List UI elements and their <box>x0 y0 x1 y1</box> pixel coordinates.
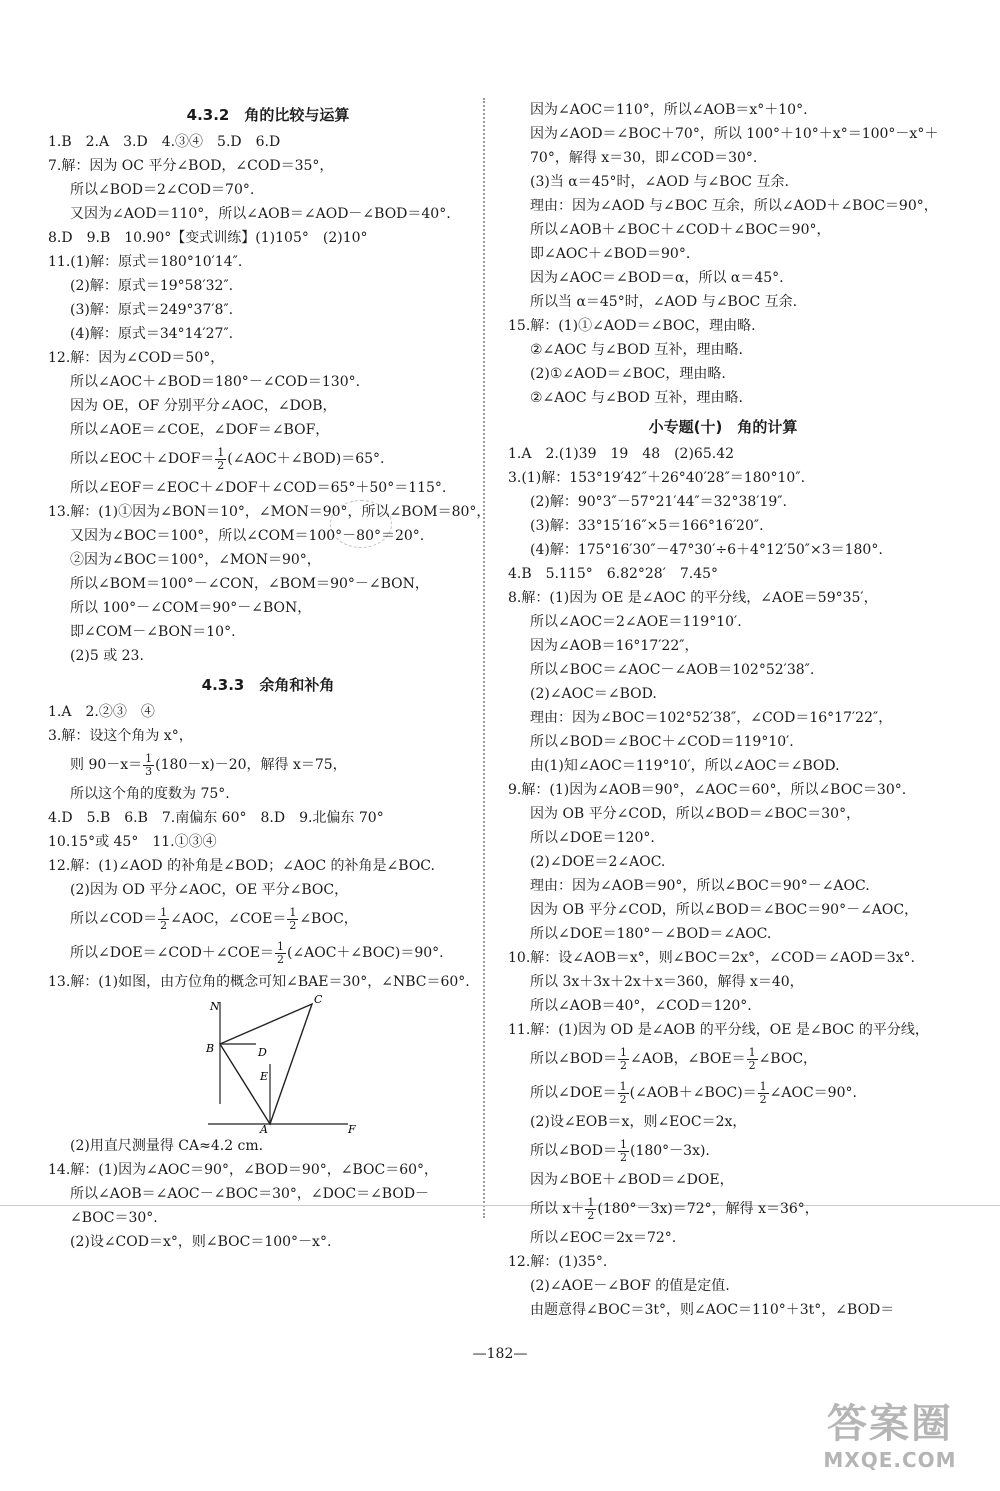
denominator: 2 <box>619 1058 627 1072</box>
label-b: B <box>206 1042 215 1055</box>
answer-line: 8.D 9.B 10.90°【变式训练】(1)105° (2)10° <box>48 230 368 246</box>
section-heading-4-3-3: 4.3.3 余角和补角 <box>201 676 335 694</box>
text-segment: ∠BOC， <box>758 1051 818 1067</box>
answer-line: (4)解：原式＝34°14′27″. <box>70 326 234 342</box>
answer-line <box>508 1042 938 1076</box>
numerator: 1 <box>748 1045 756 1059</box>
answer-line: (2)因为 OD 平分∠AOC，OE 平分∠BOC， <box>70 882 349 898</box>
text-segment: (180°－3x)＝72°，解得 x＝36°， <box>597 1201 819 1217</box>
text-segment: 所以∠COD＝ <box>70 911 158 927</box>
answer-line: 所以∠BOD＝∠BOC＋∠COD＝119°10′. <box>530 734 794 750</box>
text-segment: 所以∠DOE＝∠COD＋∠COE＝ <box>70 945 274 961</box>
answer-line: (2)解：原式＝19°58′32″. <box>70 278 234 294</box>
right-column <box>508 98 938 1322</box>
text-segment: (∠AOC＋∠BOC)＝90°. <box>286 945 444 961</box>
answer-line: 所以∠BOM＝100°－∠CON，∠BOM＝90°－∠BON， <box>70 576 429 592</box>
answer-line: ∠BOC＝30°. <box>70 1210 158 1226</box>
answer-line: 11.(1)解：原式＝180°10′14″. <box>48 254 243 270</box>
answer-line: 理由：因为∠AOB＝90°，所以∠BOC＝90°－∠AOC. <box>530 878 870 894</box>
fraction <box>618 1081 629 1106</box>
left-column <box>48 98 491 1254</box>
answer-line: (4)解：175°16′30″－47°30′÷6＋4°12′50″×3＝180°. <box>530 542 883 558</box>
answer-line: 所以∠EOC＝2x＝72°. <box>530 1230 677 1246</box>
text-segment: 则 90－x＝ <box>70 757 143 773</box>
answer-line: 所以∠EOF＝∠EOC＋∠DOF＋∠COD＝65°＋50°＝115°. <box>70 480 447 496</box>
denominator: 2 <box>759 1092 767 1106</box>
label-e: E <box>260 1070 269 1083</box>
answer-line: 1.A 2.(1)39 19 48 (2)65.42 <box>508 446 735 462</box>
section-heading-special-topic: 小专题(十) 角的计算 <box>648 418 798 436</box>
numerator: 1 <box>619 1079 627 1093</box>
fraction <box>275 941 286 966</box>
text-segment: ∠AOC，∠COE＝ <box>170 911 287 927</box>
text-segment: 所以∠BOD＝ <box>530 1143 617 1159</box>
numerator: 1 <box>619 1045 627 1059</box>
answer-line: 理由：因为∠BOC＝102°52′38″，∠COD＝16°17′22″， <box>530 710 893 726</box>
answer-line: (2)∠DOE＝2∠AOC. <box>530 854 666 870</box>
fraction <box>758 1081 769 1106</box>
answer-line <box>48 936 488 970</box>
answer-line: 70°，解得 x＝30，即∠COD＝30°. <box>530 150 758 166</box>
answer-line: 即∠COM－∠BON＝10°. <box>70 624 236 640</box>
answer-line: 15.解：(1)①∠AOD＝∠BOC，理由略. <box>508 318 756 334</box>
answer-line: 7.解：因为 OC 平分∠BOD，∠COD＝35°， <box>48 158 334 174</box>
answer-line: (2)①∠AOD＝∠BOC，理由略. <box>530 366 726 382</box>
text-segment: (180°－3x). <box>629 1143 710 1159</box>
answer-line <box>48 748 488 782</box>
answer-line: (2)∠AOE－∠BOF 的值是定值. <box>530 1278 730 1294</box>
answer-line: 由(1)知∠AOC＝119°10′，所以∠AOC＝∠BOD. <box>530 758 840 774</box>
answer-line <box>48 442 488 476</box>
answer-line: 所以∠DOE＝120°. <box>530 830 655 846</box>
answer-line: 即∠AOC＋∠BOD＝90°. <box>530 246 691 262</box>
denominator: 2 <box>619 1092 627 1106</box>
answer-line <box>508 1076 938 1110</box>
answer-line: 1.B 2.A 3.D 4.③④ 5.D 6.D <box>48 134 281 150</box>
answer-line: 9.解：(1)因为∠AOB＝90°，∠AOC＝60°，所以∠BOC＝30°. <box>508 782 907 798</box>
denominator: 2 <box>587 1208 595 1222</box>
answer-line: 所以∠BOD＝2∠COD＝70°. <box>70 182 255 198</box>
answer-line: 4.D 5.B 6.B 7.南偏东 60° 8.D 9.北偏东 70° <box>48 810 384 826</box>
answer-line: 14.解：(1)因为∠AOC＝90°，∠BOD＝90°，∠BOC＝60°， <box>48 1162 439 1178</box>
denominator: 2 <box>289 918 297 932</box>
text-segment: 所以∠DOE＝ <box>530 1085 617 1101</box>
answer-line: 12.解：因为∠COD＝50°， <box>48 350 225 366</box>
triangle-abc <box>220 1004 312 1124</box>
fraction <box>618 1139 629 1164</box>
numerator: 1 <box>145 751 153 765</box>
numerator: 1 <box>160 905 168 919</box>
answer-line: 10.解：设∠AOB＝x°，则∠BOC＝2x°，∠COD＝∠AOD＝3x°. <box>508 950 915 966</box>
denominator: 2 <box>160 918 168 932</box>
answer-line: (3)解：原式＝249°37′8″. <box>70 302 234 318</box>
answer-line: 因为∠AOD＝∠BOC＋70°，所以 100°＋10°＋x°＝100°－x°＋ <box>530 126 939 142</box>
answer-line: (3)当 α＝45°时，∠AOD 与∠BOC 互余. <box>530 174 789 190</box>
numerator: 1 <box>759 1079 767 1093</box>
answer-line: 所以 3x＋3x＋2x＋x＝360，解得 x＝40， <box>530 974 804 990</box>
answer-line: 所以∠AOB＝40°，∠COD＝120°. <box>530 998 752 1014</box>
fraction <box>215 447 226 472</box>
text-segment: (∠AOC＋∠BOD)＝65°. <box>227 451 385 467</box>
answer-line: ②因为∠BOC＝100°，∠MON＝90°， <box>70 552 321 568</box>
fraction <box>618 1047 629 1072</box>
label-n: N <box>210 1000 220 1013</box>
direction-angle-figure <box>48 994 488 1134</box>
fraction <box>585 1197 596 1222</box>
answer-line: 12.解：(1)∠AOD 的补角是∠BOD；∠AOC 的补角是∠BOC. <box>48 858 435 874</box>
answer-line: 又因为∠BOC＝100°，所以∠COM＝100°－80°＝20°. <box>70 528 425 544</box>
answer-line: 因为 OE，OF 分别平分∠AOC，∠DOB， <box>70 398 337 414</box>
answer-line: 所以∠AOB＝∠AOC－∠BOC＝30°，∠DOC＝∠BOD－ <box>70 1186 430 1202</box>
answer-line: (2)5 或 23. <box>70 648 144 664</box>
text-segment: 所以∠EOC＋∠DOF＝ <box>70 451 215 467</box>
label-a: A <box>260 1123 268 1134</box>
triangle-diagram <box>198 994 358 1134</box>
answer-line: 因为 OB 平分∠COD，所以∠BOD＝∠BOC＝30°， <box>530 806 861 822</box>
answer-line: (2)用直尺测量得 CA≈4.2 cm. <box>70 1138 264 1154</box>
text-segment: ∠AOB，∠BOE＝ <box>629 1051 746 1067</box>
numerator: 1 <box>619 1137 627 1151</box>
label-f: F <box>348 1123 356 1134</box>
answer-line: (3)解：33°15′16″×5＝166°16′20″. <box>530 518 764 534</box>
numerator: 1 <box>289 905 297 919</box>
answer-line <box>48 902 488 936</box>
answer-line <box>508 1192 938 1226</box>
fraction <box>287 907 298 932</box>
answer-line: (2)∠AOC＝∠BOD. <box>530 686 657 702</box>
fraction <box>158 907 169 932</box>
text-segment: 所以∠BOD＝ <box>530 1051 617 1067</box>
answer-line: 11.解：(1)因为 OD 是∠AOB 的平分线，OE 是∠BOC 的平分线， <box>508 1022 929 1038</box>
denominator: 2 <box>217 458 225 472</box>
answer-line: 理由：因为∠AOD 与∠BOC 互余，所以∠AOD＋∠BOC＝90°， <box>530 198 938 214</box>
answer-line: 1.A 2.②③ ④ <box>48 704 155 720</box>
answer-line: (2)解：90°3″－57°21′44″＝32°38′19″. <box>530 494 787 510</box>
answer-line: 所以∠AOC＝2∠AOE＝119°10′. <box>530 614 742 630</box>
watermark-site: MXQE.COM <box>823 1448 957 1472</box>
answer-line: (2)设∠COD＝x°，则∠BOC＝100°－x°. <box>70 1234 332 1250</box>
text-segment: (180－x)－20，解得 x＝75， <box>155 757 347 773</box>
denominator: 2 <box>619 1150 627 1164</box>
section-heading-4-3-2: 4.3.2 角的比较与运算 <box>186 106 350 124</box>
answer-line: 因为∠AOC＝∠BOD＝α，所以 α＝45°. <box>530 270 784 286</box>
answer-line: (2)设∠EOB＝x，则∠EOC＝2x， <box>530 1114 747 1130</box>
answer-line: ②∠AOC 与∠BOD 互补，理由略. <box>530 390 743 406</box>
answer-line: 12.解：(1)35°. <box>508 1254 608 1270</box>
answer-line: 13.解：(1)①因为∠BON＝10°，∠MON＝90°，所以∠BOM＝80°， <box>48 504 491 520</box>
watermark-logo-text: 答案圈 <box>827 1401 953 1447</box>
answer-line: 因为∠AOB＝16°17′22″， <box>530 638 699 654</box>
watermark <box>790 1400 990 1472</box>
answer-line: 所以∠BOC＝∠AOC－∠AOB＝102°52′38″. <box>530 662 815 678</box>
answer-line: 所以∠AOB＋∠BOC＋∠COD＋∠BOC＝90°， <box>530 222 831 238</box>
answer-line: 13.解：(1)如图，由方位角的概念可知∠BAE＝30°，∠NBC＝60°. <box>48 974 470 990</box>
numerator: 1 <box>587 1195 595 1209</box>
text-segment: (∠AOB＋∠BOC)＝ <box>629 1085 757 1101</box>
answer-line: 因为∠BOE＋∠BOD＝∠DOE， <box>530 1172 734 1188</box>
answer-line: 所以∠AOC＋∠BOD＝180°－∠COD＝130°. <box>70 374 361 390</box>
answer-line: 所以∠AOE＝∠COE，∠DOF＝∠BOF， <box>70 422 330 438</box>
answer-line: 由题意得∠BOC＝3t°，则∠AOC＝110°＋3t°，∠BOD＝ <box>530 1302 895 1318</box>
text-segment: 所以 x＋ <box>530 1201 585 1217</box>
fraction <box>747 1047 758 1072</box>
text-segment: ∠BOC， <box>299 911 358 927</box>
page-number: —182— <box>472 1346 528 1362</box>
answer-line: 所以这个角的度数为 75°. <box>70 786 230 802</box>
answer-line: 3.解：设这个角为 x°， <box>48 728 193 744</box>
answer-line <box>508 1134 938 1168</box>
answer-line: 因为 OB 平分∠COD，所以∠BOD＝∠BOC＝90°－∠AOC， <box>530 902 919 918</box>
numerator: 1 <box>276 939 284 953</box>
answer-line: 因为∠AOC＝110°，所以∠AOB＝x°＋10°. <box>530 102 808 118</box>
answer-line: 3.(1)解：153°19′42″＋26°40′28″＝180°10″. <box>508 470 806 486</box>
denominator: 2 <box>748 1058 756 1072</box>
denominator: 3 <box>145 764 153 778</box>
answer-line: 所以当 α＝45°时，∠AOD 与∠BOC 互余. <box>530 294 798 310</box>
label-d: D <box>258 1046 267 1059</box>
denominator: 2 <box>276 952 284 966</box>
text-segment: ∠AOC＝90°. <box>769 1085 857 1101</box>
answer-line: 所以 100°－∠COM＝90°－∠BON， <box>70 600 312 616</box>
answer-line: 又因为∠AOD＝110°，所以∠AOB＝∠AOD－∠BOD＝40°. <box>70 206 451 222</box>
fraction <box>143 753 154 778</box>
numerator: 1 <box>217 445 225 459</box>
answer-line: ②∠AOC 与∠BOD 互补，理由略. <box>530 342 743 358</box>
label-c: C <box>314 994 323 1006</box>
answer-line: 10.15°或 45° 11.①③④ <box>48 834 217 850</box>
answer-line: 所以∠DOE＝180°－∠BOD＝∠AOC. <box>530 926 772 942</box>
answer-line: 8.解：(1)因为 OE 是∠AOC 的平分线，∠AOE＝59°35′， <box>508 590 878 606</box>
answer-line: 4.B 5.115° 6.82°28′ 7.45° <box>508 566 719 582</box>
